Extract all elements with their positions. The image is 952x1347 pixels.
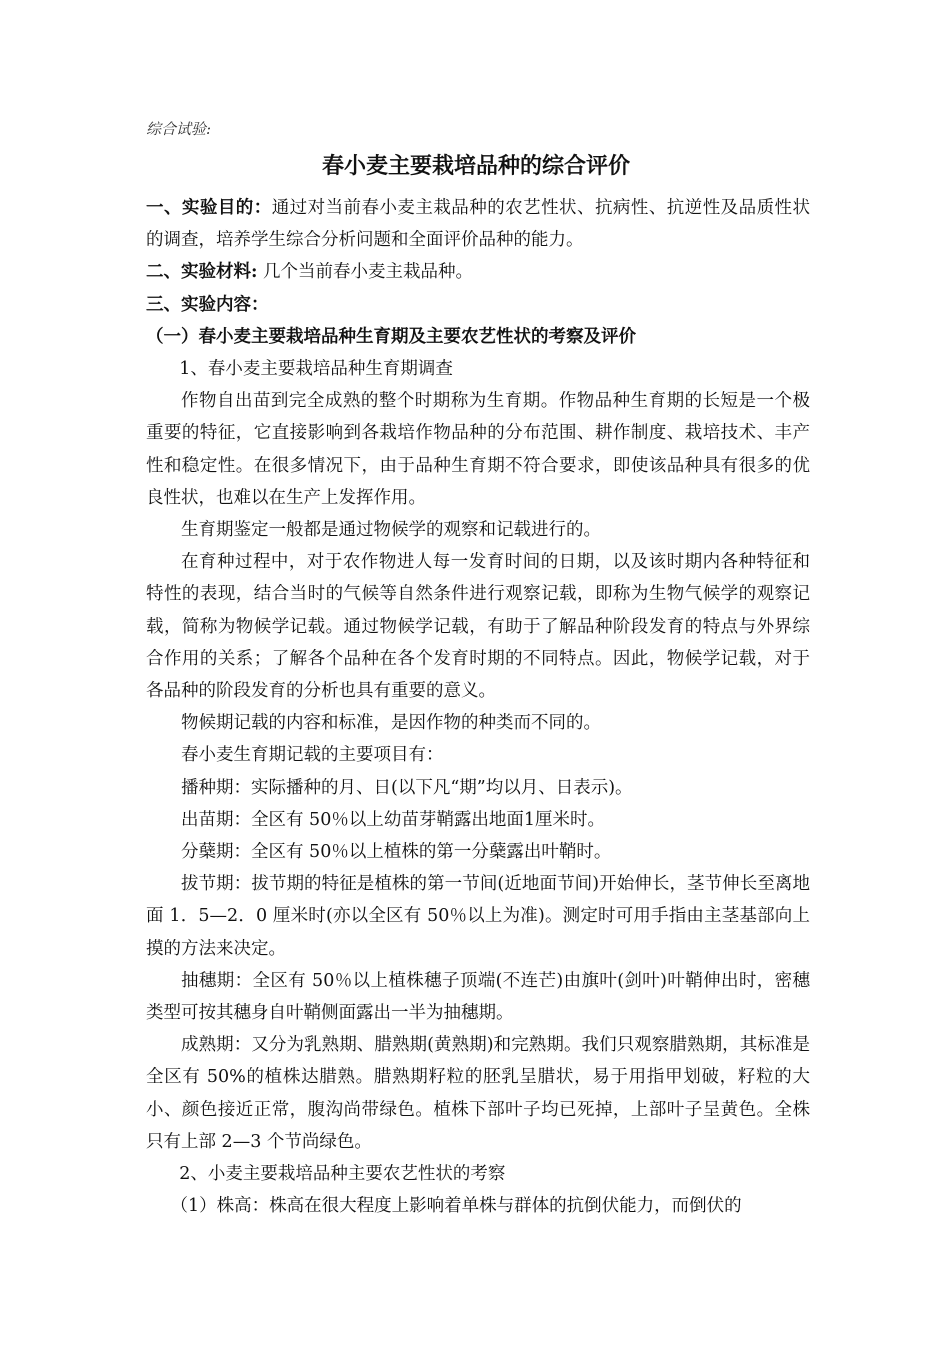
document-title: 春小麦主要栽培品种的综合评价 — [321, 153, 630, 179]
section-purpose-label: 一、实验目的： — [146, 198, 272, 218]
paragraph-identification: 生育期鉴定一般都是通过物候学的观察和记载进行的。 — [181, 520, 601, 541]
paragraph-jointing: 拔节期：拔节期的特征是植株的第一节间(近地面节间)开始伸长，茎节伸长至离地面 1．5—2．0 厘米时(亦以全区有 50％以上为准)。测定时可用手指由主茎基部向上摸的方法来决定。 — [146, 874, 810, 959]
paragraph-record-items: 春小麦生育期记载的主要项目有： — [181, 745, 444, 766]
paragraph-maturity: 成熟期：又分为乳熟期、腊熟期(黄熟期)和完熟期。我们只观察腊熟期，其标准是全区有 50%的植株达腊熟。腊熟期籽粒的胚乳呈腊状，易于用指甲划破，籽粒的大小、颜色接近正常，腹沟尚带绿色。植株下部叶子均已死掉，上部叶子呈黄色。全株只有上部 2—3 个节尚绿色。 — [146, 1035, 810, 1152]
item-heading-1: 1、春小麦主要栽培品种生育期调查 — [179, 359, 453, 380]
paragraph-tillering: 分蘖期：全区有 50％以上植株的第一分蘖露出叶鞘时。 — [181, 842, 612, 863]
paragraph-growth-period: 作物自出苗到完全成熟的整个时期称为生育期。作物品种生育期的长短是一个极重要的特征，它直接影响到各栽培作物品种的分布范围、耕作制度、栽培技术、丰产性和稳定性。在很多情况下，由于品种生育期不符合要求，即使该品种具有很多的优良性状，也难以在生产上发挥作用。 — [146, 391, 810, 508]
section-purpose-text: 通过对当前春小麦主栽品种的农艺性状、抗病性、抗逆性及品质性状的调查，培养学生综合分析问题和全面评价品种的能力。 — [146, 198, 811, 251]
paragraph-record-standard: 物候期记载的内容和标准，是因作物的种类而不同的。 — [181, 713, 601, 734]
subsection-heading: （一）春小麦主要栽培品种生育期及主要农艺性状的考察及评价 — [146, 326, 636, 347]
section-materials — [146, 256, 810, 288]
document-body — [146, 192, 810, 1223]
section-purpose — [146, 192, 810, 256]
document-category: 综合试验: — [146, 120, 212, 138]
section-content-heading: 三、实验内容： — [146, 294, 269, 315]
paragraph-sowing: 播种期：实际播种的月、日(以下凡“期”均以月、日表示)。 — [181, 777, 633, 798]
paragraph-heading: 抽穗期：全区有 50％以上植株穗子顶端(不连芒)由旗叶(剑叶)叶鞘伸出时，密穗类型可按其穗身自叶鞘侧面露出一半为抽穗期。 — [146, 970, 810, 1024]
section-materials-label: 二、实验材料: — [146, 262, 258, 283]
paragraph-plant-height: （1）株高：株高在很大程度上影响着单株与群体的抗倒伏能力，而倒伏的 — [170, 1196, 742, 1217]
paragraph-phenology: 在育种过程中，对于农作物进人每一发育时间的日期，以及该时期内各种特征和特性的表现，结合当时的气候等自然条件进行观察记载，即称为生物气候学的观察记载，简称为物候学记载。通过物候学记载，有助于了解品种阶段发育的特点与外界综合作用的关系；了解各个品种在各个发育时期的不同特点。因此，物候学记载，对于各品种的阶段发育的分析也具有重要的意义。 — [146, 552, 810, 702]
item-heading-2: 2、小麦主要栽培品种主要农艺性状的考察 — [179, 1164, 506, 1185]
paragraph-emergence: 出苗期：全区有 50％以上幼苗芽鞘露出地面1厘米时。 — [181, 809, 605, 830]
section-materials-text: 几个当前春小麦主栽品种。 — [257, 262, 474, 283]
